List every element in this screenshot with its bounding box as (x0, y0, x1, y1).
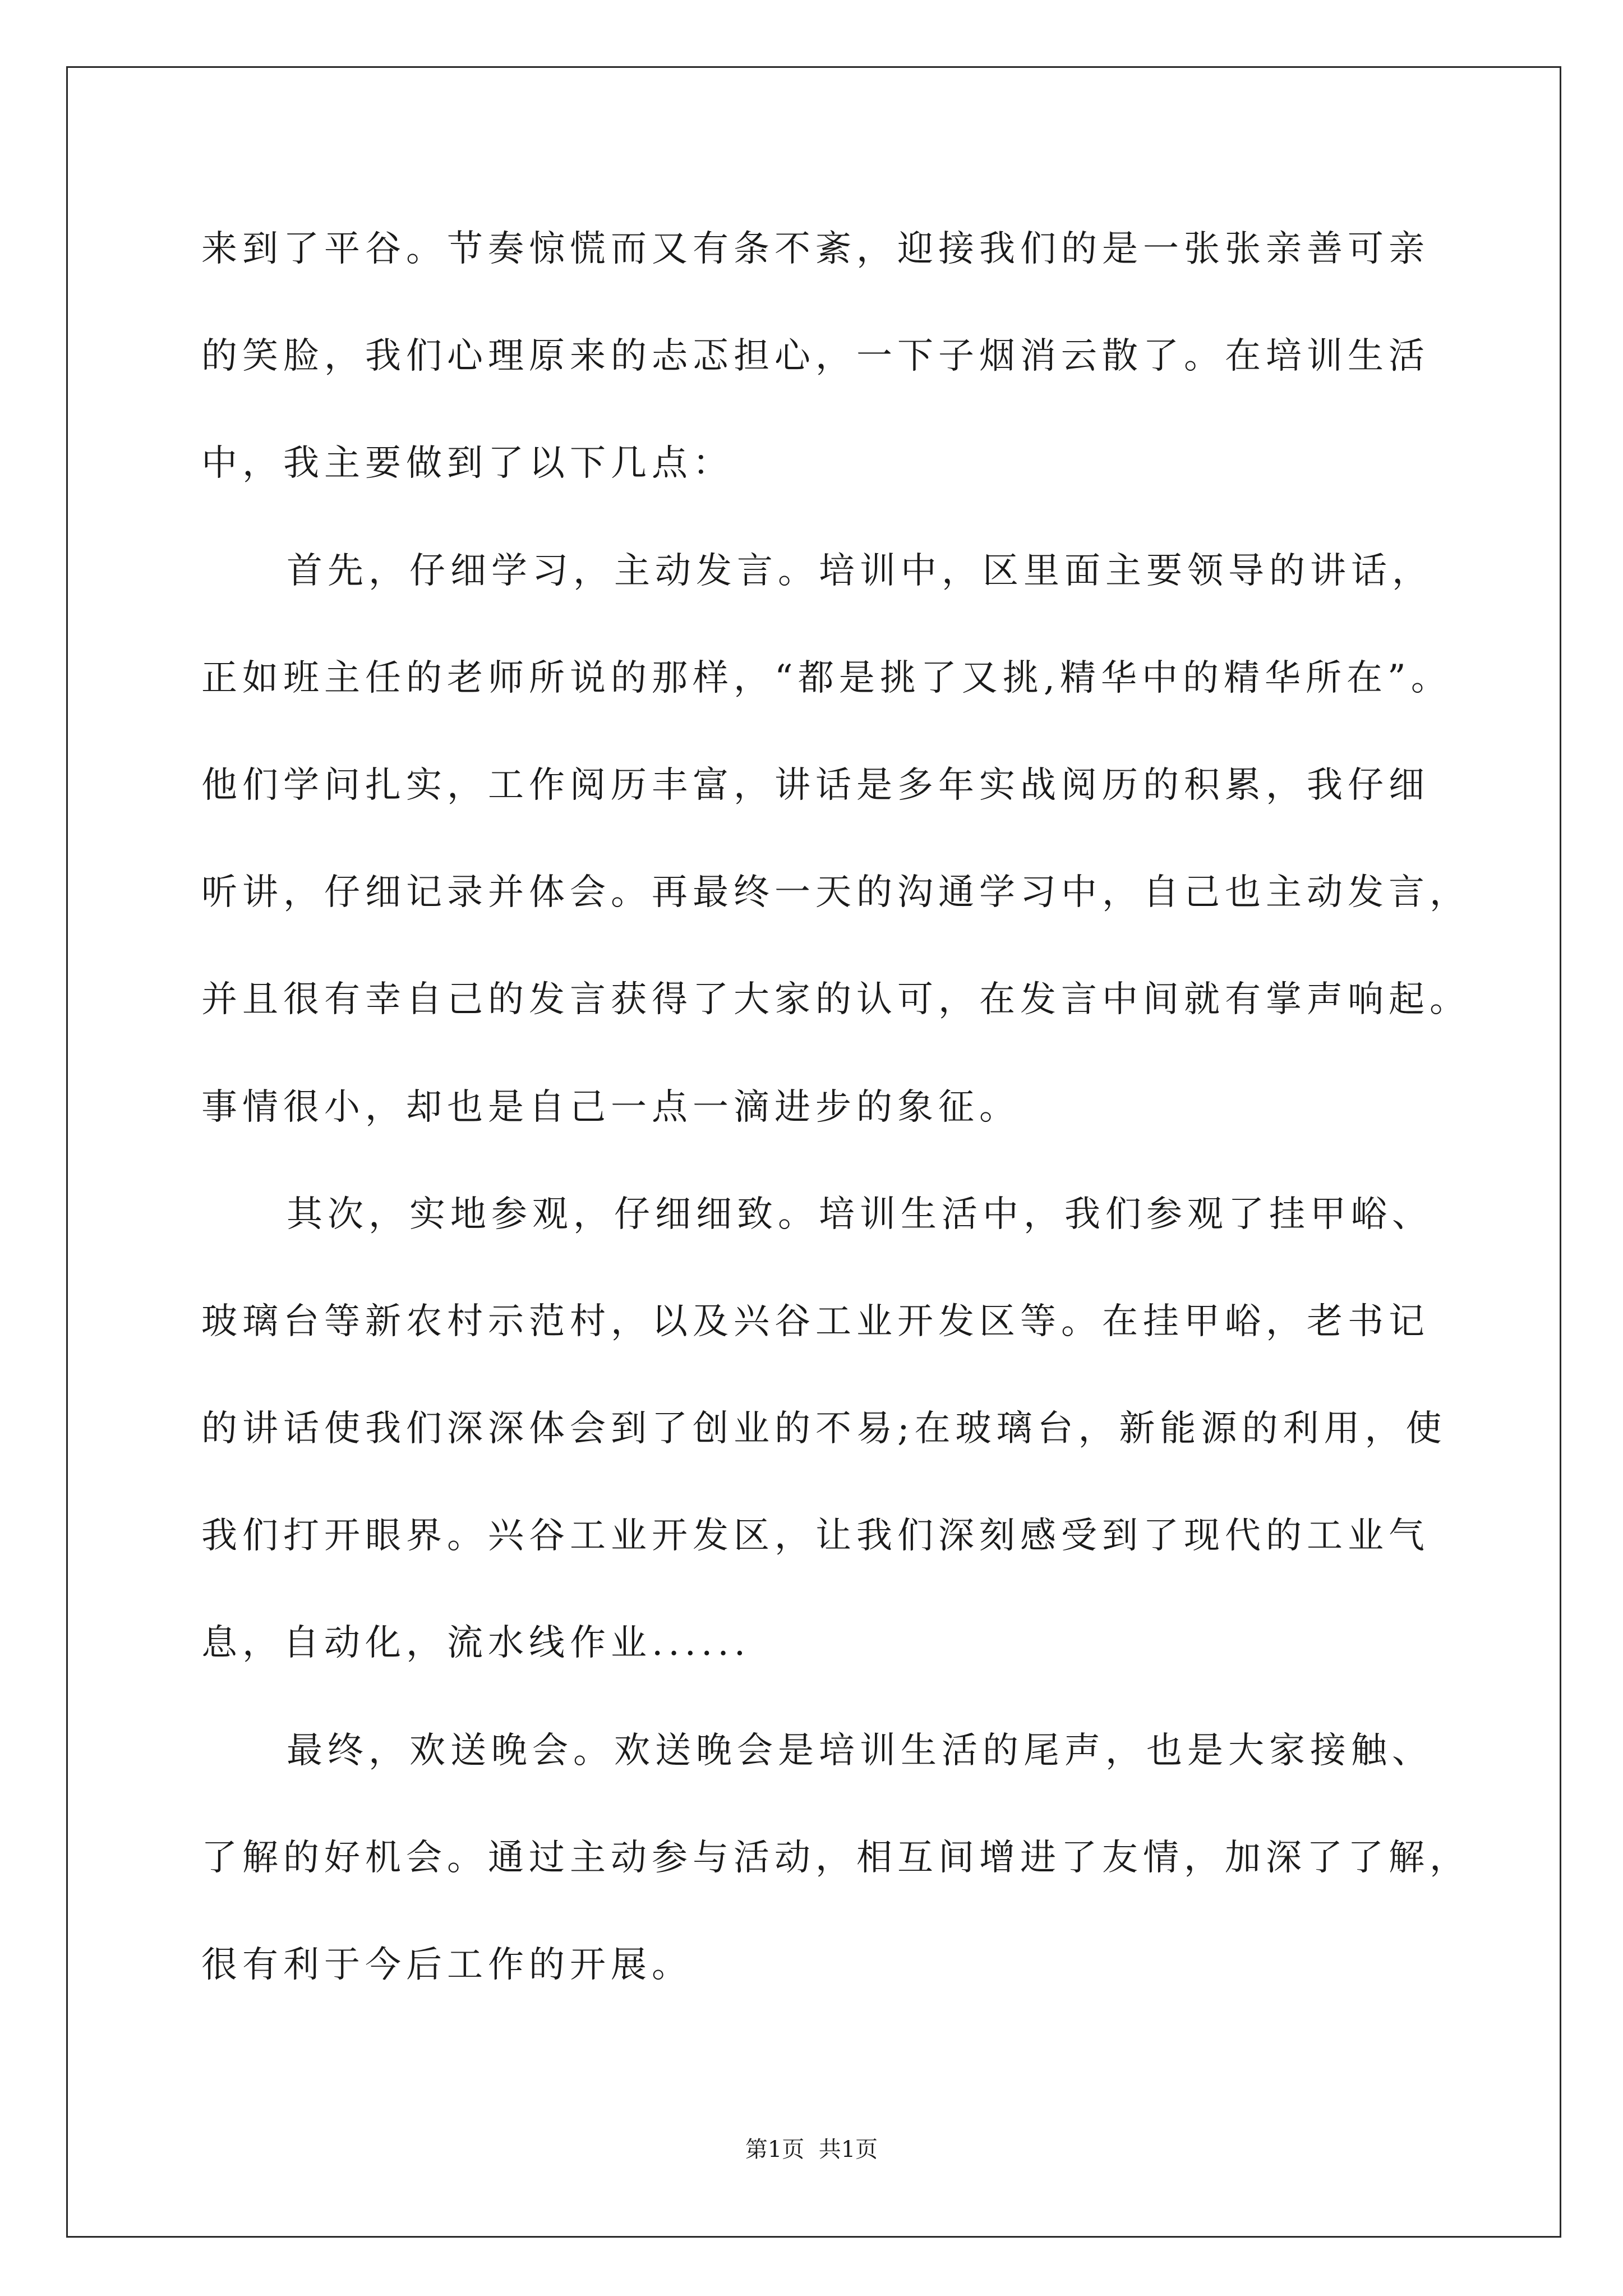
text-line: 他们学问扎实，工作阅历丰富，讲话是多年实战阅历的积累，我仔细 (201, 764, 1430, 806)
text-line: 很有利于今后工作的开展。 (201, 1944, 693, 1986)
text-line: 正如班主任的老师所说的那样，“都是挑了又挑,精华中的精华所在”。 (201, 657, 1452, 699)
text-line: 息，自动化，流水线作业...... (201, 1622, 751, 1664)
text-line: 来到了平谷。节奏惊慌而又有条不紊，迎接我们的是一张张亲善可亲 (201, 228, 1430, 270)
text-line: 事情很小，却也是自己一点一滴进步的象征。 (201, 1086, 1020, 1128)
text-line: 中，我主要做到了以下几点： (201, 443, 734, 485)
text-line: 玻璃台等新农村示范村，以及兴谷工业开发区等。在挂甲峪，老书记 (201, 1300, 1430, 1342)
text-line: 最终，欢送晚会。欢送晚会是培训生活的尾声，也是大家接触、 (287, 1729, 1433, 1772)
text-line: 其次，实地参观，仔细细致。培训生活中，我们参观了挂甲峪、 (287, 1193, 1433, 1235)
page-footer: 第1页 共1页 (745, 2137, 878, 2162)
paragraph-continuation (201, 196, 1470, 518)
paragraph-third-point (201, 1697, 1470, 2019)
text-line: 了解的好机会。通过主动参与活动，相互间增进了友情，加深了了解， (201, 1837, 1470, 1879)
text-line: 的讲话使我们深深体会到了创业的不易;在玻璃台，新能源的利用，使 (201, 1408, 1447, 1450)
paragraph-first-point (201, 518, 1470, 1161)
text-line: 我们打开眼界。兴谷工业开发区，让我们深刻感受到了现代的工业气 (201, 1515, 1430, 1557)
text-line: 首先，仔细学习，主动发言。培训中，区里面主要领导的讲话， (287, 550, 1433, 592)
paragraph-second-point (201, 1161, 1470, 1697)
document-body (201, 196, 1470, 2019)
text-line: 听讲，仔细记录并体会。再最终一天的沟通学习中，自己也主动发言， (201, 872, 1470, 914)
text-line: 并且很有幸自己的发言获得了大家的认可，在发言中间就有掌声响起。 (201, 979, 1470, 1021)
text-line: 的笑脸，我们心理原来的忐忑担心，一下子烟消云散了。在培训生活 (201, 335, 1430, 378)
